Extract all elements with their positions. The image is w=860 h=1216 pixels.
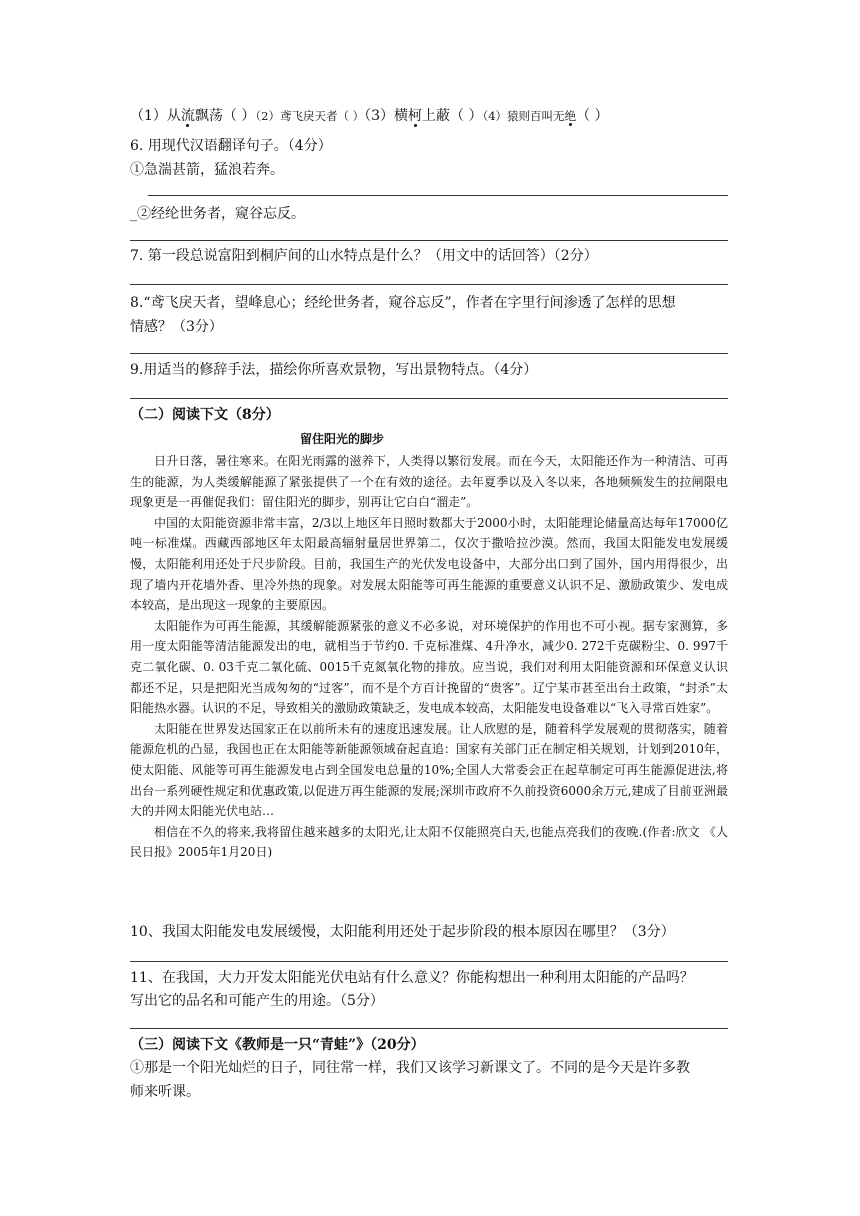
article-body (130, 451, 728, 863)
q5-item-2: （2）鸢飞戾天者（ ） (255, 109, 365, 123)
q5-items (130, 106, 730, 126)
answer-line (130, 284, 728, 285)
q11-question-line-2: 写出它的品名和可能产生的用途。（5分） (130, 993, 384, 1009)
answer-line (130, 240, 728, 241)
article-paragraph-2: 中国的太阳能资源非常丰富，2/3以上地区年日照时数都大于2000小时，太阳能理论储量高达每年17000亿吨一标准煤。西藏西部地区年太阳最高辐射量居世界第二，仅次于撒哈拉沙漠。然而，我国太阳能发电发展缓慢，太阳能利用还处于尺步阶段。目前，我国生产的光伏发电设备中，大部分出口到了国外，国内用得很少，出现了墙内开花墙外香、里冷外热的现象。对发展太阳能等可再生能源的重要意义认识不足、激励政策少、发电成本较高，是出现这一现象的主要原因。 (130, 515, 728, 613)
article-paragraph-3: 太阳能作为可再生能源，其缓解能源紧张的意义不必多说，对环境保护的作用也不可小视。据专家测算，多用一度太阳能等清洁能源发出的电，就相当于节约0. 千克标准煤、4升净水，减少0. 272千克碳粉尘、0. 997千克二氧化碳、0. 03千克二氧化硫、0015千克氮氧化物的排放。应当说，我们对利用太阳能资源和环保意义认识都还不足，只是把阳光当成匆匆的“过客”，而不是个方百计挽留的“贵客”。辽宁某市甚至出台土政策，“封杀”太阳能热水器。认识的不足，导致相关的激励政策缺乏，发电成本较高，太阳能发电设备难以“飞入寻常百姓家”。 (130, 618, 728, 716)
answer-line (148, 195, 728, 196)
q7-question: 7. 第一段总说富阳到桐庐间的山水特点是什么？（用文中的话回答）（2分） (130, 248, 598, 264)
answer-line (130, 961, 728, 962)
section-3-paragraph-1-line-1: ①那是一个阳光灿烂的日子，同往常一样，我们又该学习新课文了。不同的是今天是许多教 (130, 1060, 690, 1076)
answer-line (130, 353, 728, 354)
section-2-header: （二）阅读下文（8分） (130, 407, 280, 423)
article-paragraph-1: 日升日落，暑往寒来。在阳光雨露的滋养下，人类得以繁衍发展。而在今天，太阳能还作为一种清洁、可再生的能源，为人类缓解能源了紧张提供了一个在有效的途径。去年夏季以及入冬以来，各地频频发生的拉闸限电现象更是一再催促我们：留住阳光的脚步，别再让它白白“溜走”。 (130, 454, 728, 510)
q11-question-line-1: 11、在我国，大力开发太阳能光伏电站有什么意义？你能构想出一种利用太阳能的产品吗？ (130, 970, 694, 986)
q5-item-3: （3）横柯上蔽（ ） (364, 108, 483, 124)
q9-question: 9.用适当的修辞手法，描绘你所喜欢景物，写出景物特点。（4分） (130, 362, 538, 378)
article-paragraph-5: 相信在不久的将来,我将留住越来越多的太阳光,让太阳不仅能照亮白天,也能点亮我们的夜晚.(作者:欣文 《人民日报》2005年1月20日) (130, 824, 728, 860)
q10-question: 10、我国太阳能发电发展缓慢，太阳能利用还处于起步阶段的根本原因在哪里？（3分） (130, 924, 675, 940)
answer-line (130, 1028, 728, 1029)
q8-question-line-2: 情感？（3分） (130, 319, 223, 335)
section-3-paragraph-1-line-2: 师来听课。 (130, 1084, 200, 1100)
q5-item-1: （1）从流飘荡（ ） (130, 108, 256, 124)
q5-item-4: （4）猿则百叫无绝（ ） (482, 108, 609, 124)
q6-sentence-1: ①急湍甚箭，猛浪若奔。 (130, 162, 284, 178)
q6-prompt: 6. 用现代汉语翻译句子。（4分） (130, 138, 332, 154)
answer-line (130, 398, 728, 399)
section-3-header: （三）阅读下文《教师是一只“青蛙”》（20分） (130, 1037, 425, 1053)
article-paragraph-4: 太阳能在世界发达国家正在以前所未有的速度迅速发展。让人欣慰的是，随着科学发展观的贯彻落实，随着能源危机的凸显，我国也正在太阳能等新能源领域奋起直追：国家有关部门正在制定相关规划，计划到2010年，使太阳能、风能等可再生能源发电占到全国发电总量的10%;全国人大常委会正在起草制定可再生能源促进法,将出台一系列硬性规定和优惠政策,以促进万再生能源的发展;深圳市政府不久前投资6000余万元,建成了目前亚洲最大的并网太阳能光伏电站… (130, 721, 728, 819)
article-title: 留住阳光的脚步 (300, 432, 385, 446)
q6-sentence-2: _②经纶世务者，窥谷忘反。 (130, 206, 305, 222)
q8-question-line-1: 8.“鸢飞戾天者，望峰息心；经纶世务者，窥谷忘反”，作者在字里行间渗透了怎样的思想 (130, 295, 676, 311)
